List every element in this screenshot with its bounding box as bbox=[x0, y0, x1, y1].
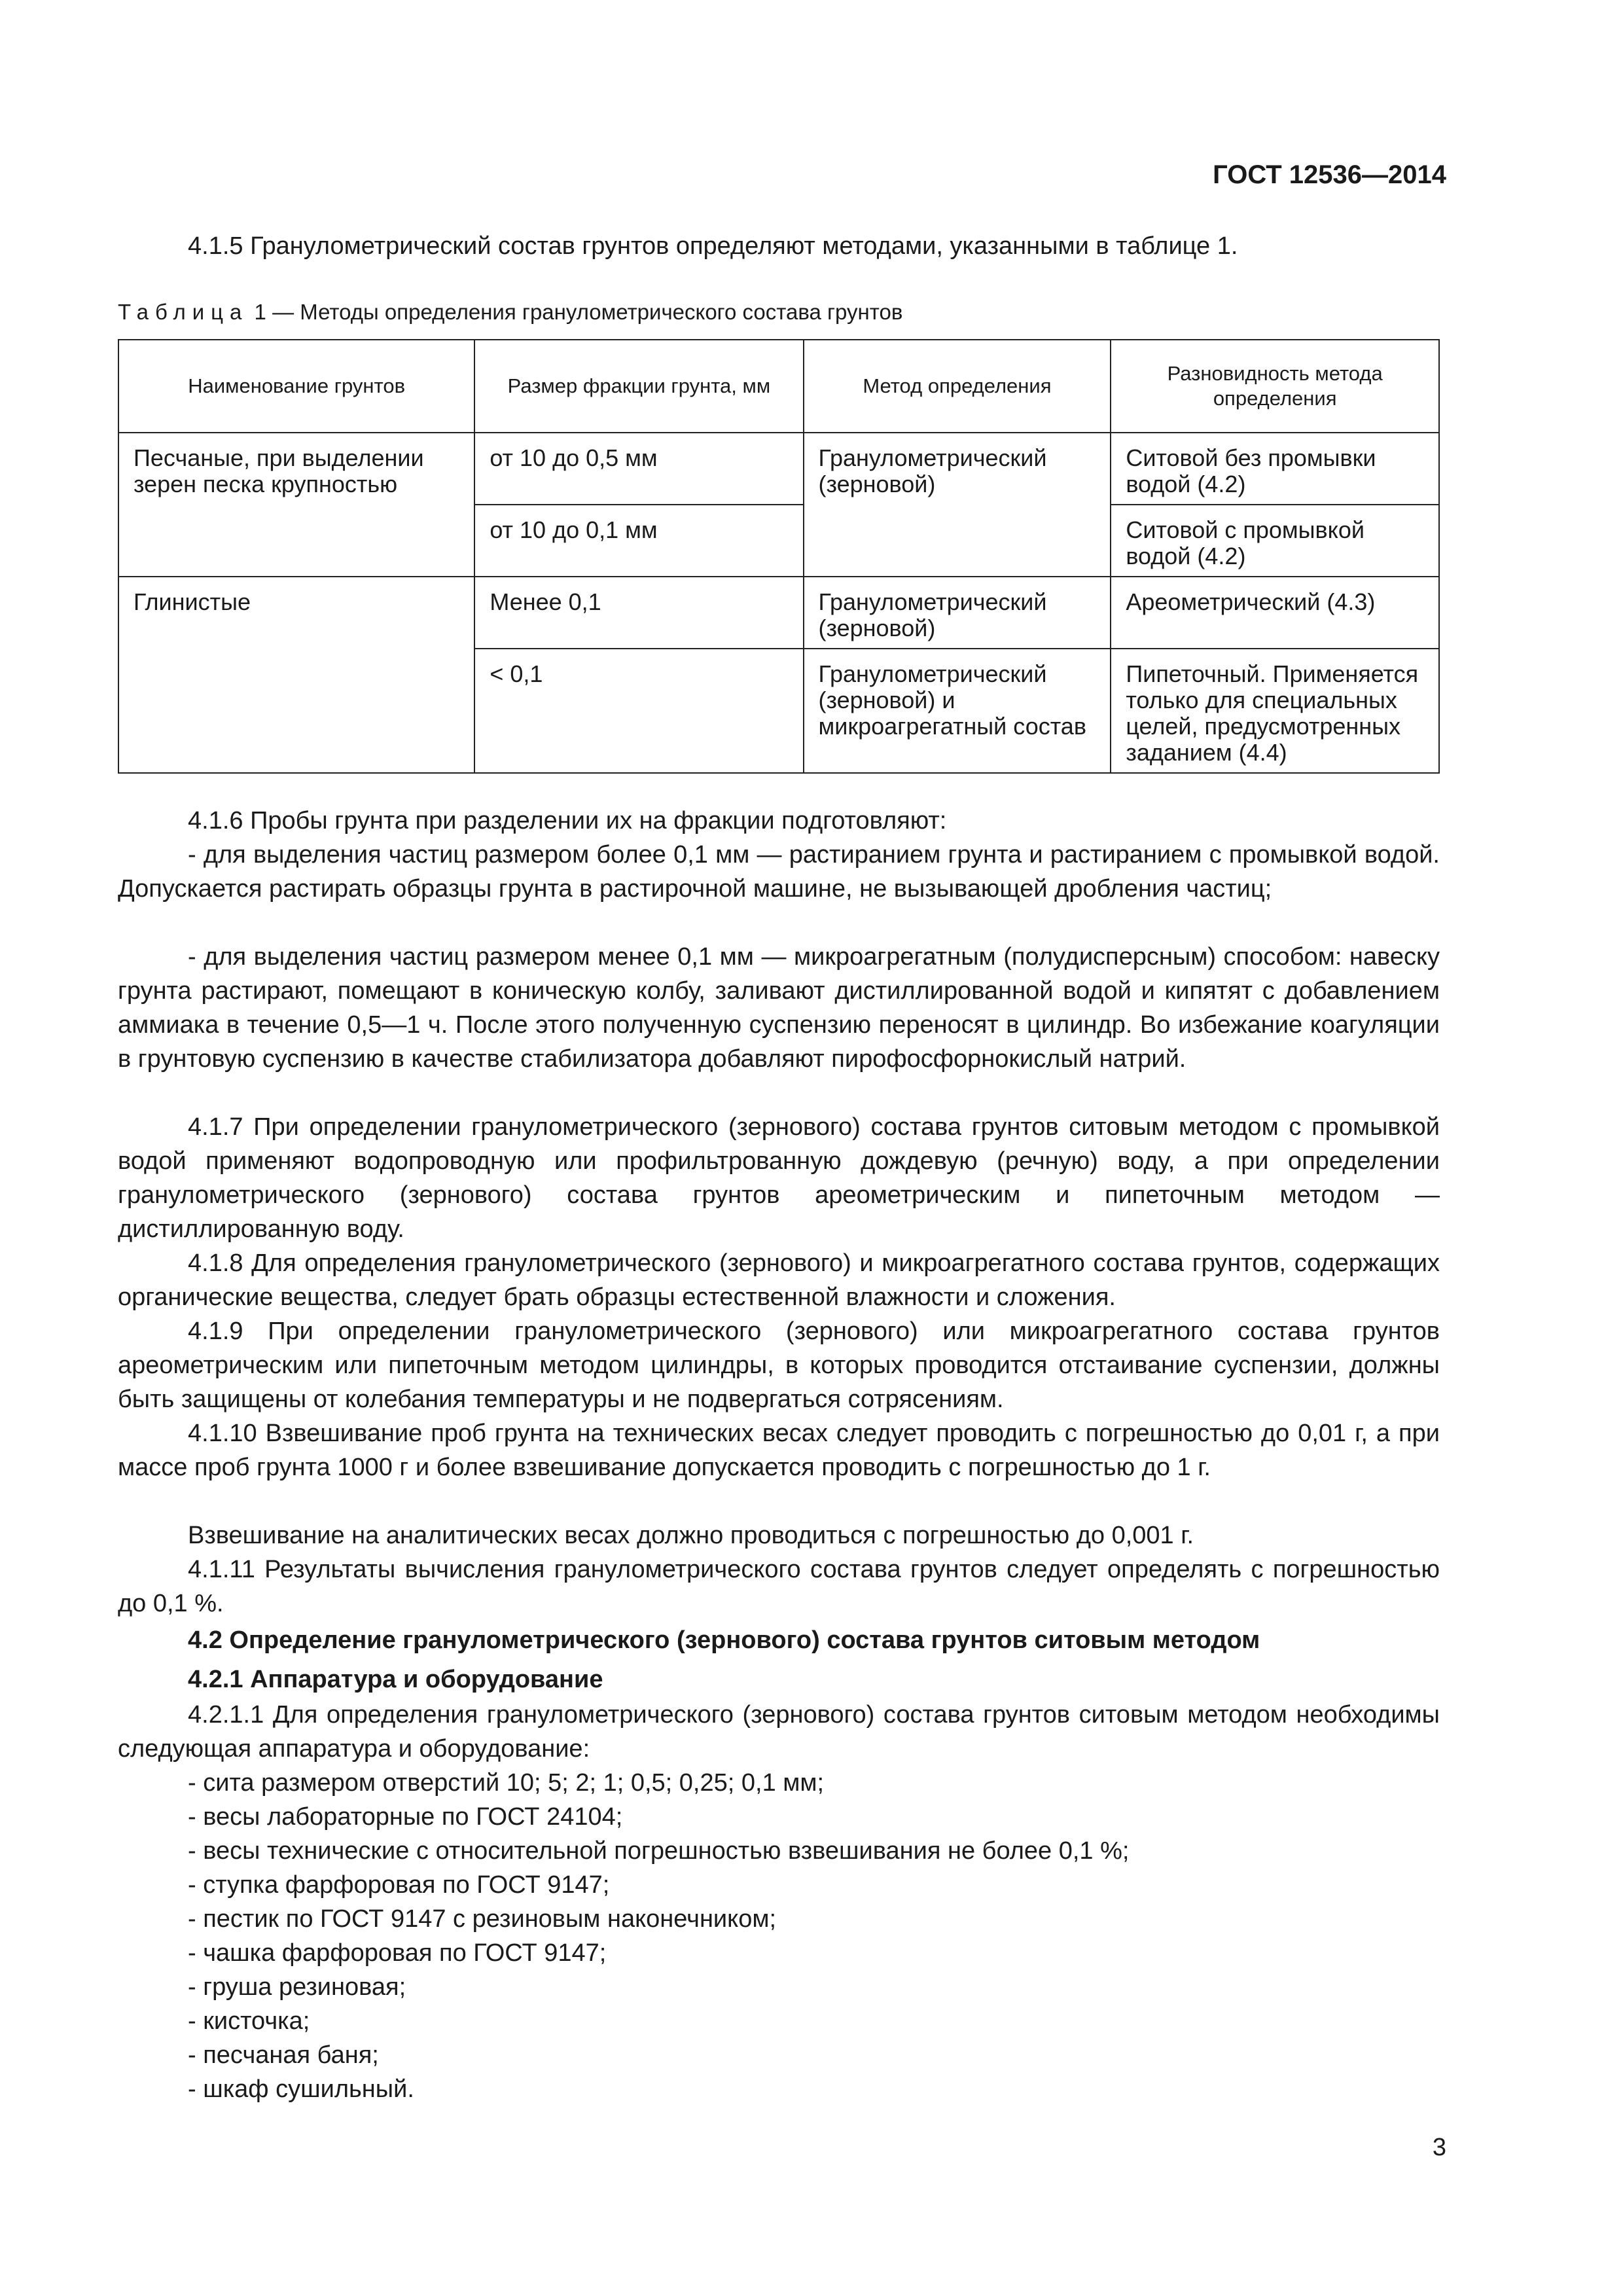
list-item: - весы технические с относительной погрешностью взвешивания не более 0,1 %; bbox=[188, 1837, 1130, 1865]
paragraph-4-1-9: 4.1.9 При определении гранулометрического (зернового) или микроагрегатного состава грунтов ареометрическим или пипеточным методом цилиндры, в которых проводится отстаивание суспензии, должны быть защищены от колебания температуры и не подвергаться сотрясениям. bbox=[118, 1318, 1440, 1413]
methods-table bbox=[118, 339, 1440, 774]
list-item: - ступка фарфоровая по ГОСТ 9147; bbox=[188, 1871, 610, 1899]
paragraph-4-1-6-intro: 4.1.6 Пробы грунта при разделении их на фракции подготовляют: bbox=[188, 807, 947, 834]
cell-soil: Песчаные, при выделении зерен песка крупностью bbox=[118, 433, 474, 577]
cell-variant: Ситовой без промывки водой (4.2) bbox=[1111, 433, 1439, 505]
paragraph-4-1-11: 4.1.11 Результаты вычисления гранулометрического состава грунтов следует определять с погрешностью до 0,1 %. bbox=[118, 1556, 1440, 1617]
paragraph-4-1-10: 4.1.10 Взвешивание проб грунта на технических весах следует проводить с погрешностью до 0,01 г, а при массе проб грунта 1000 г и более взвешивание допускается проводить с погрешностью до 1 г. bbox=[118, 1420, 1440, 1481]
cell-variant: Ситовой с промывкой водой (4.2) bbox=[1111, 505, 1439, 577]
section-heading-4-2: 4.2 Определение гранулометрического (зернового) состава грунтов ситовым методом bbox=[188, 1626, 1260, 1654]
header-variant: Разновидность метода определения bbox=[1111, 340, 1439, 433]
cell-size: от 10 до 0,5 мм bbox=[474, 433, 803, 505]
paragraph-4-1-7: 4.1.7 При определении гранулометрического (зернового) состава грунтов ситовым методом с промывкой водой применяют водопроводную или профильтрованную дождевую (речную) воду, а при определении гранулометрического (зернового) состава грунтов ареометрическим и пипеточным методом — дистиллированную воду. bbox=[118, 1113, 1440, 1243]
cell-method: Гранулометрический (зерновой) bbox=[804, 577, 1111, 649]
table-header-row bbox=[118, 340, 1439, 433]
list-item: - чашка фарфоровая по ГОСТ 9147; bbox=[188, 1939, 607, 1967]
cell-variant: Ареометрический (4.3) bbox=[1111, 577, 1439, 649]
list-item: - кисточка; bbox=[188, 2007, 310, 2035]
cell-soil: Глинистые bbox=[118, 577, 474, 773]
table-caption-title: 1 — Методы определения гранулометрического состава грунтов bbox=[248, 300, 903, 324]
list-item: - весы лабораторные по ГОСТ 24104; bbox=[188, 1803, 623, 1831]
paragraph-4-1-8: 4.1.8 Для определения гранулометрического (зернового) и микроагрегатного состава грунтов, содержащих органические вещества, следует брать образцы естественной влажности и сложения. bbox=[118, 1249, 1440, 1311]
cell-size: Менее 0,1 bbox=[474, 577, 803, 649]
list-item: - шкаф сушильный. bbox=[188, 2075, 414, 2103]
cell-size: < 0,1 bbox=[474, 649, 803, 773]
page-number: 3 bbox=[1432, 2134, 1446, 2161]
paragraph-4-1-10-b: Взвешивание на аналитических весах должно проводиться с погрешностью до 0,001 г. bbox=[188, 1522, 1194, 1549]
paragraph-4-1-6-a: - для выделения частиц размером более 0,1 мм — растиранием грунта и растиранием с промывкой водой. Допускается растирать образцы грунта в растирочной машине, не вызывающей дробления частиц; bbox=[118, 841, 1440, 903]
list-item: - сита размером отверстий 10; 5; 2; 1; 0,5; 0,25; 0,1 мм; bbox=[188, 1769, 825, 1797]
list-item: - пестик по ГОСТ 9147 с резиновым наконечником; bbox=[188, 1905, 777, 1933]
paragraph-4-2-1-1: 4.2.1.1 Для определения гранулометрического (зернового) состава грунтов ситовым методом необходимы следующая аппаратура и оборудование: bbox=[118, 1701, 1440, 1763]
table-row bbox=[118, 433, 1439, 505]
list-item: - песчаная баня; bbox=[188, 2041, 379, 2069]
subsection-heading-4-2-1: 4.2.1 Аппаратура и оборудование bbox=[188, 1666, 603, 1693]
table-caption-label: Таблица bbox=[118, 300, 249, 324]
document-id: ГОСТ 12536—2014 bbox=[1213, 160, 1446, 189]
header-soil: Наименование грунтов bbox=[118, 340, 474, 433]
list-item: - груша резиновая; bbox=[188, 1973, 406, 2001]
paragraph-4-1-6-b: - для выделения частиц размером менее 0,1 мм — микроагрегатным (полудисперсным) способом: навеску грунта растирают, помещают в коническую колбу, заливают дистиллированной водой и кипятят с добавлением аммиака в течение 0,5—1 ч. После этого полученную суспензию переносят в цилиндр. Во избежание коагуляции в грунтовую суспензию в качестве стабилизатора добавляют пирофосфорнокислый натрий. bbox=[118, 943, 1440, 1073]
header-size: Размер фракции грунта, мм bbox=[474, 340, 803, 433]
table-caption bbox=[118, 300, 902, 325]
table-row bbox=[118, 577, 1439, 649]
cell-method: Гранулометрический (зерновой) bbox=[804, 433, 1111, 577]
cell-variant: Пипеточный. Применяется только для специальных целей, предусмотренных заданием (4.4) bbox=[1111, 649, 1439, 773]
header-method: Метод определения bbox=[804, 340, 1111, 433]
cell-method: Гранулометрический (зерновой) и микроагрегатный состав bbox=[804, 649, 1111, 773]
cell-size: от 10 до 0,1 мм bbox=[474, 505, 803, 577]
paragraph-4-1-5: 4.1.5 Гранулометрический состав грунтов определяют методами, указанными в таблице 1. bbox=[188, 232, 1238, 260]
